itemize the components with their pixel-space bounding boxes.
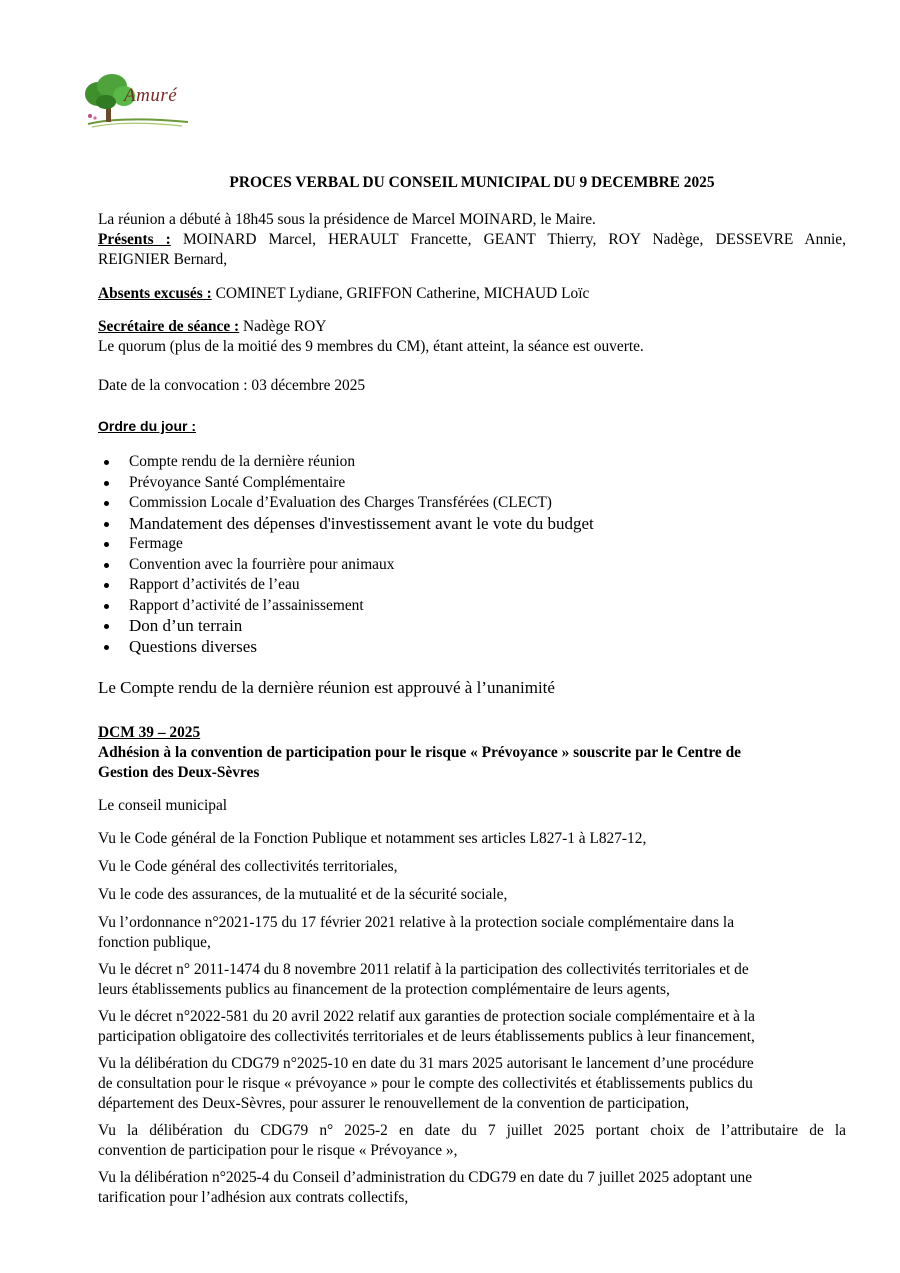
dcm-heading-line1: Adhésion à la convention de participation pour le risque « Prévoyance » souscrite par le Centre de: [98, 744, 741, 761]
quorum-text: Le quorum (plus de la moitié des 9 membres du CM), étant atteint, la séance est ouverte.: [98, 338, 644, 355]
absents-names: COMINET Lydiane, GRIFFON Catherine, MICHAUD Loïc: [215, 285, 590, 302]
agenda-list: [98, 452, 846, 657]
presents-block: [98, 230, 846, 270]
municipality-logo: [82, 72, 192, 130]
agenda-item: Commission Locale d’Evaluation des Charges Transférées (CLECT): [98, 493, 846, 514]
agenda-heading: [98, 416, 846, 436]
vu-paragraph: [98, 1054, 846, 1114]
vu-line: Vu le décret n° 2011-1474 du 8 novembre 2011 relatif à la participation des collectivités territoriales et de: [98, 961, 749, 978]
agenda-item: Mandatement des dépenses d'investissement avant le vote du budget: [98, 514, 846, 535]
vu-line: leurs établissements publics au financement de la protection complémentaire de leurs agents,: [98, 981, 670, 998]
agenda-label: Ordre du jour :: [98, 418, 196, 434]
vu-line: département des Deux-Sèvres, pour assurer le renouvellement de la convention de participation,: [98, 1095, 690, 1112]
vu-line: Vu la délibération du CDG79 n° 2025-2 en date du 7 juillet 2025 portant choix de l’attributaire de la: [98, 1122, 846, 1139]
vu-line: Vu la délibération n°2025-4 du Conseil d’administration du CDG79 en date du 7 juillet 2025 adoptant une: [98, 1169, 753, 1186]
vu-line: fonction publique,: [98, 934, 211, 951]
vu-paragraph: [98, 1168, 846, 1208]
dcm-heading-line2: Gestion des Deux-Sèvres: [98, 764, 260, 781]
page-title: PROCES VERBAL DU CONSEIL MUNICIPAL DU 9 DECEMBRE 2025: [229, 174, 715, 191]
logo-text: Amuré: [124, 85, 178, 106]
intro-text: La réunion a débuté à 18h45 sous la présidence de Marcel MOINARD, le Maire.: [98, 211, 596, 228]
dcm-number-label: DCM 39 – 2025: [98, 724, 201, 741]
agenda-item: Questions diverses: [98, 637, 846, 658]
secretaire-label: Secrétaire de séance :: [98, 318, 240, 335]
vu-line: participation obligatoire des collectivités territoriales et de leurs établissements publics à leur financement,: [98, 1028, 755, 1045]
approval-text: Le Compte rendu de la dernière réunion est approuvé à l’unanimité: [98, 678, 555, 697]
vu-paragraph: [98, 913, 846, 953]
presents-names-line1: MOINARD Marcel, HERAULT Francette, GEANT Thierry, ROY Nadège, DESSEVRE Annie,: [182, 231, 846, 248]
vu-paragraph: [98, 857, 846, 877]
conseil-text: Le conseil municipal: [98, 797, 228, 814]
convocation-date: Date de la convocation : 03 décembre 2025: [98, 377, 366, 394]
absents-label: Absents excusés :: [98, 285, 212, 302]
dcm-number: [98, 723, 846, 743]
vu-line: convention de participation pour le risque « Prévoyance »,: [98, 1142, 458, 1159]
vu-line: Vu le code des assurances, de la mutualité et de la sécurité sociale,: [98, 886, 508, 903]
agenda-item: Rapport d’activités de l’eau: [98, 575, 846, 596]
vu-line: tarification pour l’adhésion aux contrats collectifs,: [98, 1189, 409, 1206]
agenda-item: Fermage: [98, 534, 846, 555]
agenda-item: Prévoyance Santé Complémentaire: [98, 473, 846, 494]
dcm-heading: [98, 743, 846, 783]
vu-line: Vu le Code général des collectivités territoriales,: [98, 858, 398, 875]
vu-line: Vu le décret n°2022-581 du 20 avril 2022 relatif aux garanties de protection sociale complémentaire et à la: [98, 1008, 755, 1025]
agenda-item: Convention avec la fourrière pour animaux: [98, 555, 846, 576]
vu-line: Vu le Code général de la Fonction Publique et notamment ses articles L827-1 à L827-12,: [98, 830, 647, 847]
vu-paragraph: [98, 829, 846, 849]
secretaire-block: [98, 317, 846, 337]
vu-line: Vu la délibération du CDG79 n°2025-10 en date du 31 mars 2025 autorisant le lancement d’une procédure: [98, 1055, 754, 1072]
presents-names-line2: REIGNIER Bernard,: [98, 251, 228, 268]
agenda-item: Compte rendu de la dernière réunion: [98, 452, 846, 473]
secretaire-name: Nadège ROY: [243, 318, 327, 335]
vu-paragraph: [98, 960, 846, 1000]
vu-paragraph: [98, 885, 846, 905]
absents-block: [98, 284, 846, 304]
vu-paragraph: [98, 1121, 846, 1161]
vu-line: Vu l’ordonnance n°2021-175 du 17 février 2021 relative à la protection sociale complémentaire dans la: [98, 914, 735, 931]
agenda-item: Rapport d’activité de l’assainissement: [98, 596, 846, 617]
vu-paragraph: [98, 1007, 846, 1047]
vu-line: de consultation pour le risque « prévoyance » pour le compte des collectivités et établissements publics du: [98, 1075, 753, 1092]
presents-label: Présents :: [98, 231, 171, 248]
agenda-item: Don d’un terrain: [98, 616, 846, 637]
